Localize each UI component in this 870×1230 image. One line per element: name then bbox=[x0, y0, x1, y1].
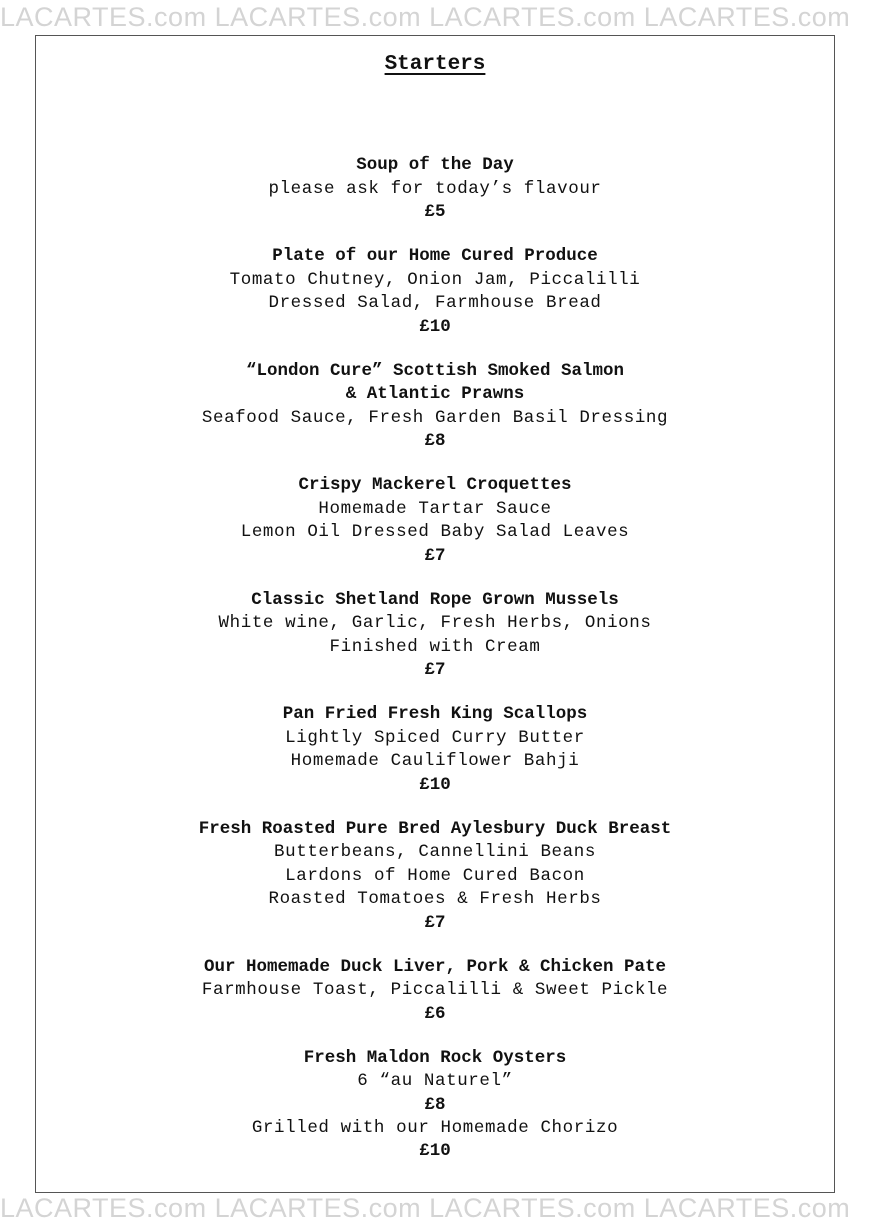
dish-name: & Atlantic Prawns bbox=[345, 384, 525, 404]
page-title: Starters bbox=[384, 53, 486, 76]
dish-item bbox=[0, 818, 870, 935]
dish-description: Farmhouse Toast, Piccalilli & Sweet Pickle bbox=[201, 980, 669, 1000]
dish-description: Roasted Tomatoes & Fresh Herbs bbox=[268, 889, 602, 909]
dish-list bbox=[0, 154, 870, 1184]
dish-item bbox=[0, 1047, 870, 1164]
dish-description: please ask for today’s flavour bbox=[268, 178, 602, 199]
dish-description: Dressed Salad, Farmhouse Bread bbox=[268, 293, 602, 313]
dish-price: £8 bbox=[424, 431, 446, 451]
dish-description: Lardons of Home Cured Bacon bbox=[285, 865, 585, 886]
dish-item bbox=[0, 154, 870, 224]
dish-price: £7 bbox=[424, 660, 446, 680]
dish-item bbox=[0, 589, 870, 683]
dish-description: Grilled with our Homemade Chorizo bbox=[251, 1117, 619, 1138]
dish-name: Fresh Roasted Pure Bred Aylesbury Duck Breast bbox=[198, 818, 672, 839]
dish-description: Lemon Oil Dressed Baby Salad Leaves bbox=[240, 522, 630, 542]
dish-name: Our Homemade Duck Liver, Pork & Chicken Pate bbox=[203, 956, 667, 977]
dish-name: Classic Shetland Rope Grown Mussels bbox=[251, 589, 619, 610]
dish-item bbox=[0, 245, 870, 339]
dish-description: Homemade Cauliflower Bahji bbox=[290, 751, 580, 771]
dish-description: Seafood Sauce, Fresh Garden Basil Dressing bbox=[201, 407, 669, 428]
dish-description: Tomato Chutney, Onion Jam, Piccalilli bbox=[229, 269, 641, 290]
dish-name: Crispy Mackerel Croquettes bbox=[298, 475, 572, 495]
dish-description: 6 “au Naturel” bbox=[357, 1071, 513, 1091]
dish-item bbox=[0, 360, 870, 454]
dish-description: Homemade Tartar Sauce bbox=[318, 498, 552, 519]
dish-price: £10 bbox=[419, 316, 451, 337]
watermark-bottom: LACARTES.com LACARTES.com LACARTES.com LACARTES.com bbox=[0, 1193, 851, 1223]
dish-price: £10 bbox=[419, 774, 451, 795]
dish-price: £10 bbox=[419, 1141, 451, 1161]
dish-price: £7 bbox=[424, 545, 446, 566]
dish-name: Plate of our Home Cured Produce bbox=[272, 246, 598, 266]
dish-description: White wine, Garlic, Fresh Herbs, Onions bbox=[218, 613, 652, 633]
dish-description: Lightly Spiced Curry Butter bbox=[285, 727, 585, 748]
dish-price: £5 bbox=[424, 202, 446, 222]
dish-name: Pan Fried Fresh King Scallops bbox=[282, 704, 588, 724]
dish-price: £8 bbox=[424, 1094, 446, 1115]
dish-name: Fresh Maldon Rock Oysters bbox=[303, 1047, 567, 1068]
watermark-top: LACARTES.com LACARTES.com LACARTES.com LACARTES.com bbox=[0, 2, 851, 32]
dish-description: Butterbeans, Cannellini Beans bbox=[274, 842, 596, 862]
dish-name: “London Cure” Scottish Smoked Salmon bbox=[245, 360, 625, 381]
dish-item bbox=[0, 703, 870, 797]
dish-price: £6 bbox=[424, 1003, 446, 1024]
dish-item bbox=[0, 956, 870, 1026]
dish-price: £7 bbox=[424, 912, 446, 933]
dish-item bbox=[0, 474, 870, 568]
dish-name: Soup of the Day bbox=[356, 155, 514, 175]
dish-description: Finished with Cream bbox=[329, 636, 541, 657]
